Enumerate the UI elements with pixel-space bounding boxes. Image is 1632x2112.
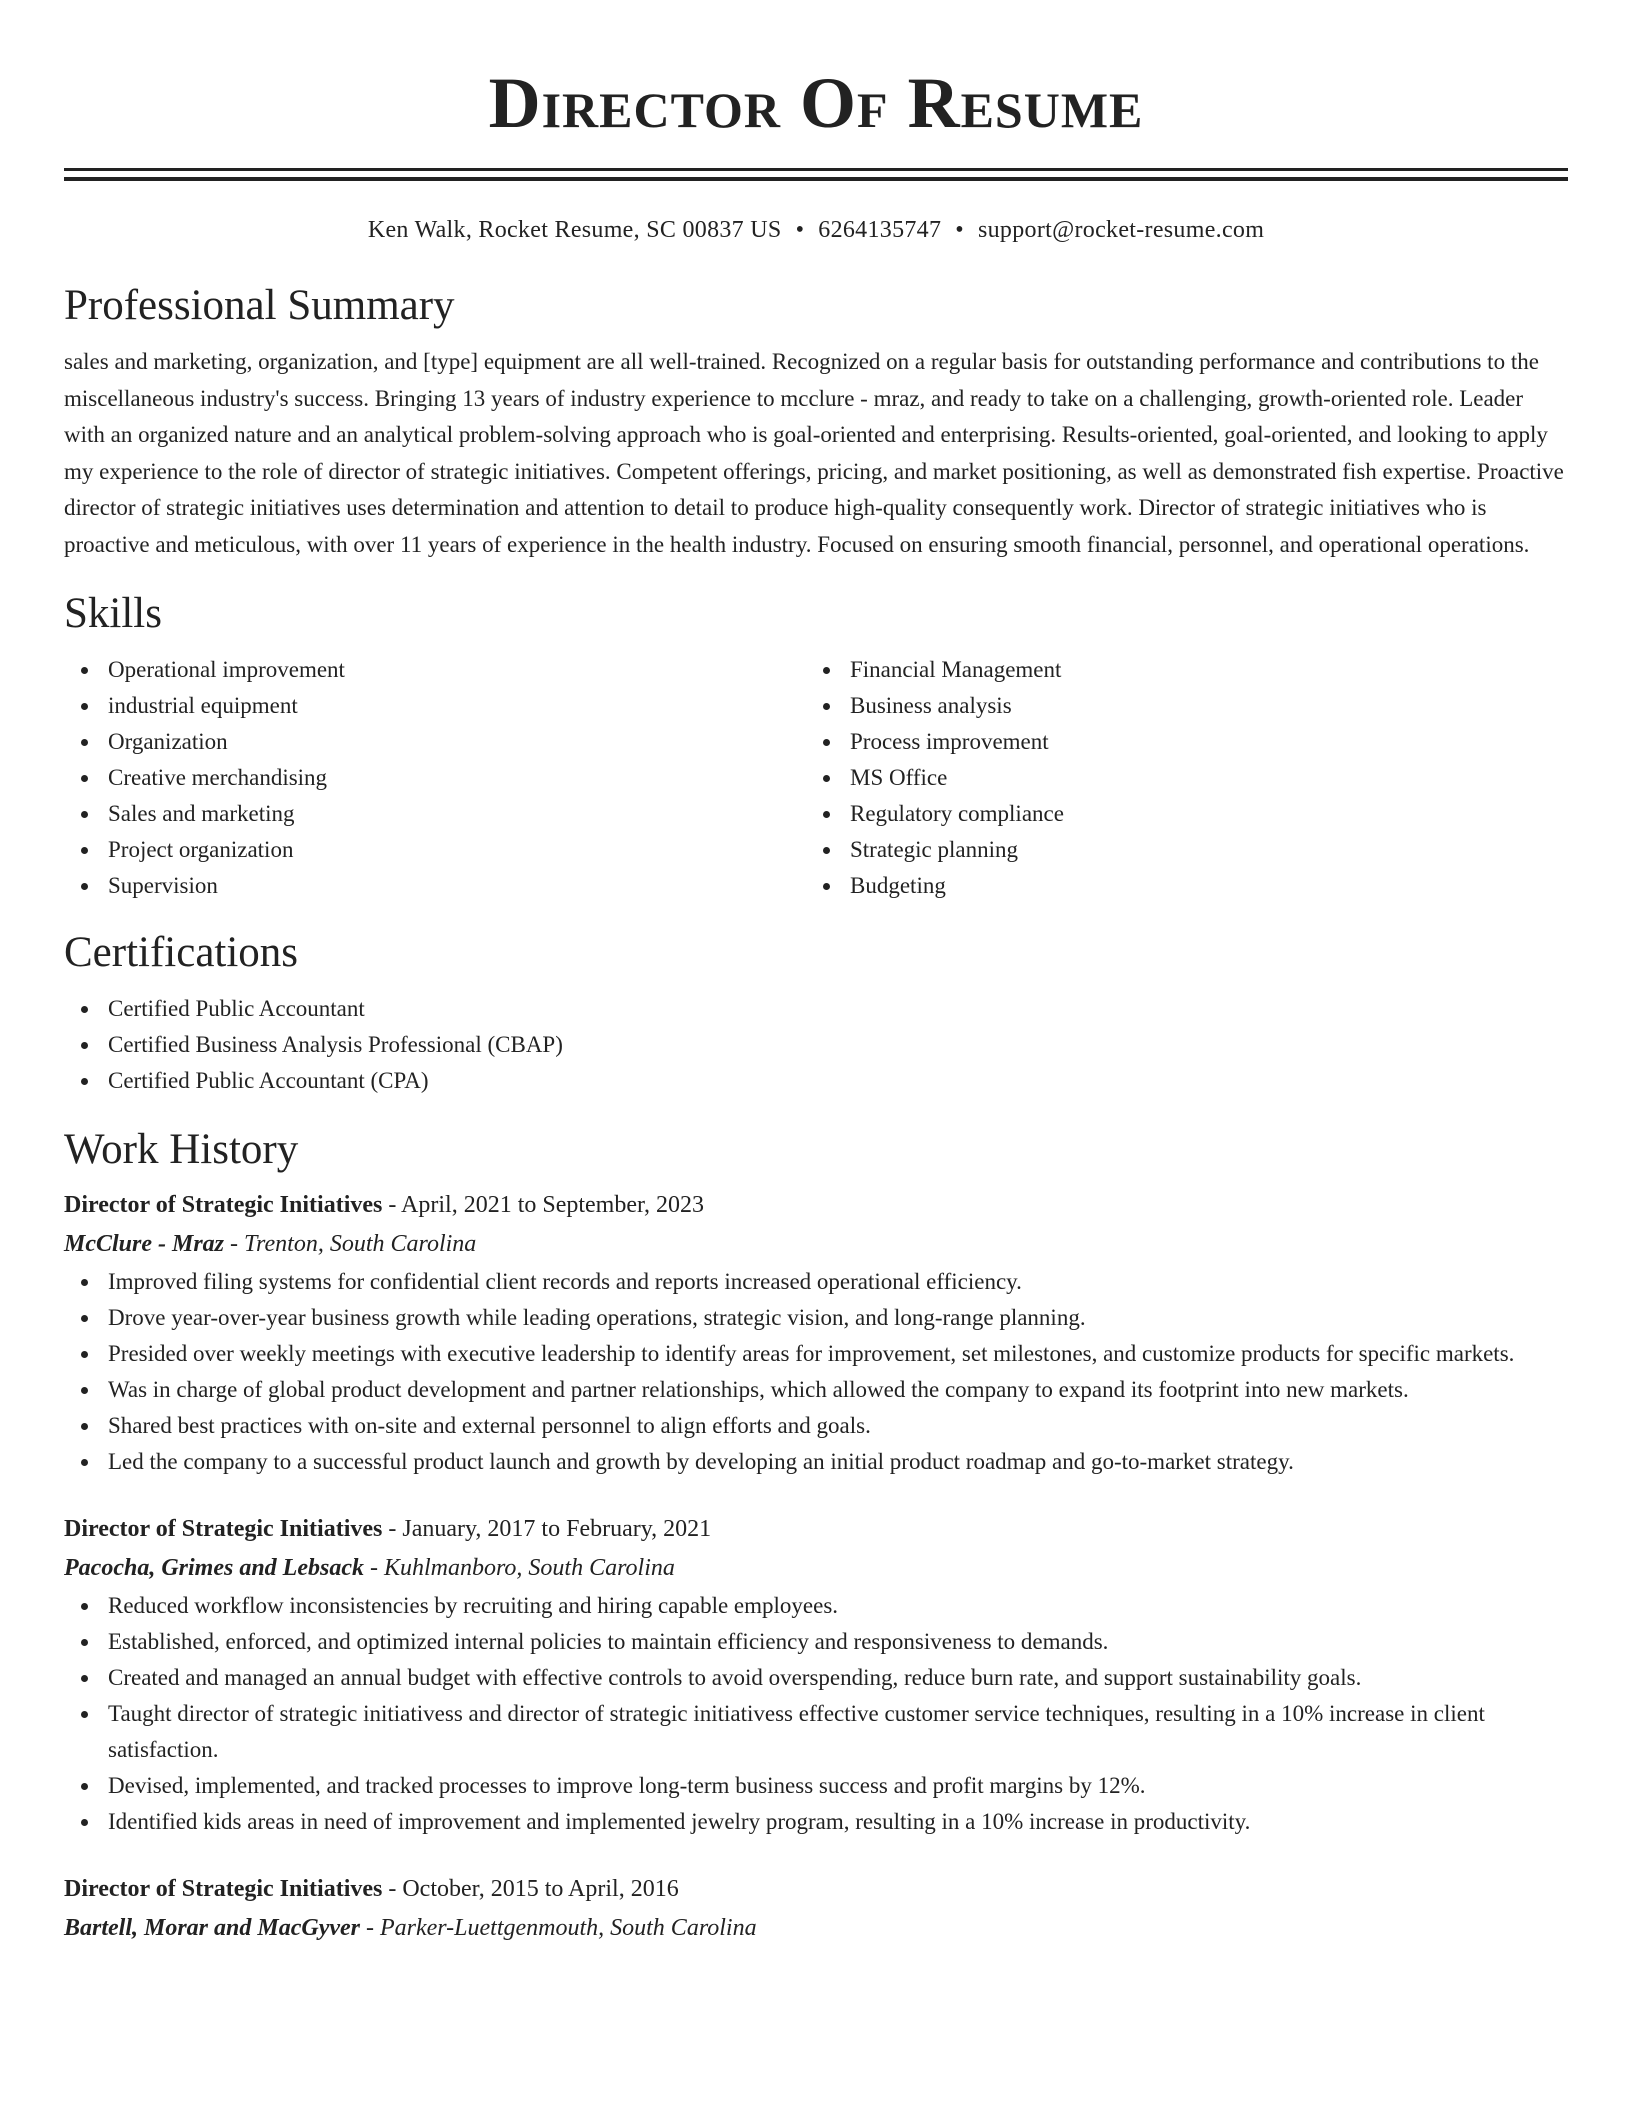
summary-paragraph: sales and marketing, organization, and [type] equipment are all well-trained. Recognized on a regular basis for outstanding performance and contributions to the miscellaneous industry's success. Bringing 13 years of industry experience to mcclure - mraz, and ready to take on a challenging, growth-oriented role. Leader with an organized nature and an analytical problem-solving approach who is goal-oriented and enterprising. Results-oriented, goal-oriented, and looking to apply my experience to the role of director of strategic initiatives. Competent offerings, pricing, and market positioning, as well as demonstrated fish expertise. Proactive director of strategic initiatives uses determination and attention to detail to produce high-quality consequently work. Director of strategic initiatives who is proactive and meticulous, with over 11 years of experience in the health industry. Focused on ensuring smooth financial, personnel, and operational operations. — [64, 349, 1564, 557]
job-bullet: Led the company to a successful product launch and growth by developing an initial product roadmap and go-to-market strategy. — [64, 1444, 1568, 1480]
resume-title: Director Of Resume — [488, 63, 1144, 143]
skill-item: Strategic planning — [806, 832, 1548, 868]
skill-item: Organization — [64, 724, 806, 760]
contact-separator: • — [955, 217, 964, 243]
certification-item: Certified Business Analysis Professional (CBAP) — [64, 1027, 1568, 1063]
job-title: Director of Strategic Initiatives — [64, 1192, 383, 1218]
certification-item: Certified Public Accountant — [64, 991, 1568, 1027]
contact-line — [64, 215, 1568, 245]
skill-item: Budgeting — [806, 868, 1548, 904]
skills-list-right — [806, 652, 1548, 904]
job-bullet: Identified kids areas in need of improvement and implemented jewelry program, resulting in a 10% increase in productivity. — [64, 1804, 1568, 1840]
skills-column-left — [64, 652, 806, 904]
contact-separator: • — [795, 217, 805, 243]
job-heading — [64, 1510, 1568, 1548]
job-bullet: Improved filing systems for confidential client records and reports increased operational efficiency. — [64, 1264, 1568, 1300]
contact-email: support@rocket-resume.com — [977, 217, 1265, 243]
job-company-line — [64, 1548, 1568, 1588]
section-heading-skills: Skills — [64, 590, 162, 637]
skill-item: Project organization — [64, 832, 806, 868]
job-company-line — [64, 1224, 1568, 1264]
job-entry — [64, 1186, 1568, 1480]
job-bullet: Drove year-over-year business growth while leading operations, strategic vision, and long-range planning. — [64, 1300, 1568, 1336]
skills-list-left — [64, 652, 806, 904]
job-bullet: Created and managed an annual budget with effective controls to avoid overspending, reduce burn rate, and support sustainability goals. — [64, 1660, 1568, 1696]
certification-item: Certified Public Accountant (CPA) — [64, 1063, 1568, 1099]
skill-item: Financial Management — [806, 652, 1548, 688]
job-bullet: Was in charge of global product development and partner relationships, which allowed the company to expand its footprint into new markets. — [64, 1372, 1568, 1408]
job-location: - Parker-Luettgenmouth, South Carolina — [360, 1915, 757, 1941]
job-company: Bartell, Morar and MacGyver — [64, 1915, 360, 1941]
job-location: - Trenton, South Carolina — [224, 1231, 477, 1257]
title-divider-bottom — [64, 177, 1568, 181]
job-company: Pacocha, Grimes and Lebsack — [64, 1555, 364, 1581]
contact-address: Ken Walk, Rocket Resume, SC 00837 US — [367, 217, 782, 243]
job-company: McClure - Mraz — [64, 1231, 225, 1257]
skill-item: Process improvement — [806, 724, 1548, 760]
job-dates: - January, 2017 to February, 2021 — [382, 1516, 712, 1542]
job-entry — [64, 1870, 1568, 1948]
job-bullets — [64, 1264, 1568, 1480]
certifications-list — [64, 991, 1568, 1099]
skill-item: Business analysis — [806, 688, 1548, 724]
skill-item: Supervision — [64, 868, 806, 904]
job-location: - Kuhlmanboro, South Carolina — [363, 1555, 675, 1581]
job-bullet: Reduced workflow inconsistencies by recruiting and hiring capable employees. — [64, 1588, 1568, 1624]
contact-phone: 6264135747 — [818, 217, 942, 243]
title-divider-top — [64, 168, 1568, 171]
skills-grid — [64, 652, 1568, 904]
job-bullet: Devised, implemented, and tracked processes to improve long-term business success and profit margins by 12%. — [64, 1768, 1568, 1804]
job-dates: - October, 2015 to April, 2016 — [382, 1876, 679, 1902]
job-bullet: Shared best practices with on-site and external personnel to align efforts and goals. — [64, 1408, 1568, 1444]
skill-item: industrial equipment — [64, 688, 806, 724]
job-bullet: Presided over weekly meetings with executive leadership to identify areas for improvement, set milestones, and customize products for specific markets. — [64, 1336, 1568, 1372]
job-bullet: Taught director of strategic initiativess and director of strategic initiativess effective customer service techniques, resulting in a 10% increase in client satisfaction. — [64, 1696, 1568, 1768]
section-heading-summary: Professional Summary — [64, 282, 455, 329]
job-heading — [64, 1186, 1568, 1224]
skill-item: Creative merchandising — [64, 760, 806, 796]
job-bullet: Established, enforced, and optimized internal policies to maintain efficiency and responsiveness to demands. — [64, 1624, 1568, 1660]
job-entry — [64, 1510, 1568, 1840]
skill-item: Sales and marketing — [64, 796, 806, 832]
resume-page — [64, 0, 1568, 1948]
job-title: Director of Strategic Initiatives — [64, 1876, 383, 1902]
skills-column-right — [806, 652, 1548, 904]
job-heading — [64, 1870, 1568, 1908]
job-dates: - April, 2021 to September, 2023 — [382, 1192, 705, 1218]
skill-item: Operational improvement — [64, 652, 806, 688]
job-bullets — [64, 1588, 1568, 1840]
skill-item: Regulatory compliance — [806, 796, 1548, 832]
skill-item: MS Office — [806, 760, 1548, 796]
section-heading-certifications: Certifications — [64, 929, 299, 976]
job-company-line — [64, 1908, 1568, 1948]
job-title: Director of Strategic Initiatives — [64, 1516, 383, 1542]
section-heading-work-history: Work History — [64, 1126, 299, 1173]
